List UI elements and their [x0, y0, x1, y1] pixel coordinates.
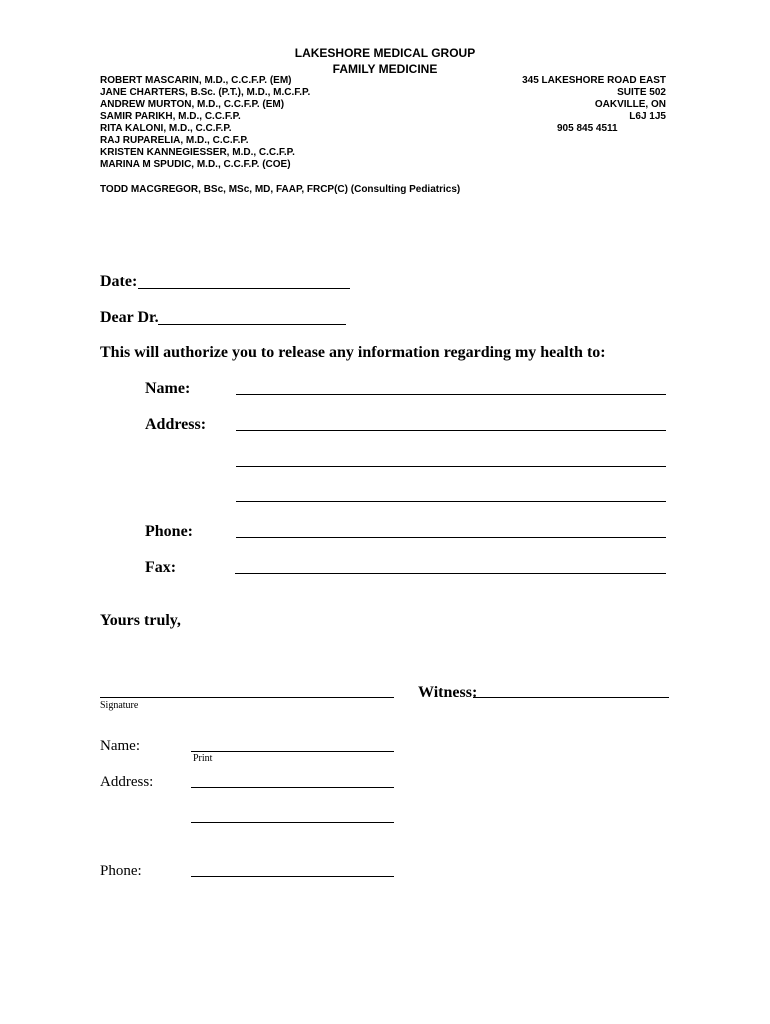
patient-address-label: Address: [100, 774, 154, 790]
witness-label: Witness: [418, 684, 478, 701]
clinic-address [522, 75, 666, 123]
address-postal: L6J 1J5 [629, 111, 666, 122]
address-suite: SUITE 502 [617, 87, 666, 98]
address-city: OAKVILLE, ON [594, 99, 666, 110]
recipient-phone-label: Phone: [145, 523, 193, 540]
signature-caption: Signature [100, 700, 139, 711]
recipient-address-field-2[interactable] [236, 466, 666, 467]
consultant-name: TODD MACGREGOR, BSc, MSc, MD, FAAP, FRCP(C) (Consulting Pediatrics) [100, 184, 461, 195]
recipient-address-field-3[interactable] [236, 501, 666, 502]
address-street: 345 LAKESHORE ROAD EAST [522, 75, 666, 86]
group-name: LAKESHORE MEDICAL GROUP [294, 46, 476, 60]
doctor-name: ROBERT MASCARIN, M.D., C.C.F.P. (EM) [100, 75, 292, 86]
date-field[interactable] [138, 288, 350, 289]
closing-text: Yours truly, [100, 612, 181, 629]
dear-label: Dear Dr. [100, 309, 159, 326]
witness-field[interactable] [473, 697, 669, 698]
doctor-name: ANDREW MURTON, M.D., C.C.F.P. (EM) [100, 99, 285, 110]
recipient-name-field[interactable] [236, 394, 666, 395]
patient-name-field[interactable] [191, 751, 394, 752]
authorization-text: This will authorize you to release any information regarding my health to: [100, 344, 606, 361]
recipient-phone-field[interactable] [236, 537, 666, 538]
date-label: Date: [100, 273, 138, 290]
recipient-address-field-1[interactable] [236, 430, 666, 431]
patient-address-field-2[interactable] [191, 822, 394, 823]
recipient-fax-field[interactable] [235, 573, 666, 574]
recipient-name-label: Name: [145, 380, 191, 397]
department-name: FAMILY MEDICINE [332, 62, 438, 76]
recipient-address-label: Address: [145, 416, 207, 433]
signature-field[interactable] [100, 697, 394, 698]
doctor-name: JANE CHARTERS, B.Sc. (P.T.), M.D., M.C.F.P. [100, 87, 311, 98]
print-caption: Print [193, 753, 213, 764]
doctor-name: SAMIR PARIKH, M.D., C.C.F.P. [100, 111, 241, 122]
clinic-phone: 905 845 4511 [557, 123, 618, 134]
doctor-name: MARINA M SPUDIC, M.D., C.C.F.P. (COE) [100, 159, 291, 170]
doctor-name: RAJ RUPARELIA, M.D., C.C.F.P. [100, 135, 249, 146]
doctor-name: RITA KALONI, M.D., C.C.F.P. [100, 123, 232, 134]
doctor-name: KRISTEN KANNEGIESSER, M.D., C.C.F.P. [100, 147, 295, 158]
doctor-name-field[interactable] [158, 324, 346, 325]
patient-phone-label: Phone: [100, 863, 142, 879]
patient-phone-field[interactable] [191, 876, 394, 877]
recipient-fax-label: Fax: [145, 559, 177, 576]
patient-address-field-1[interactable] [191, 787, 394, 788]
doctor-list [100, 75, 310, 171]
patient-name-label: Name: [100, 738, 140, 754]
